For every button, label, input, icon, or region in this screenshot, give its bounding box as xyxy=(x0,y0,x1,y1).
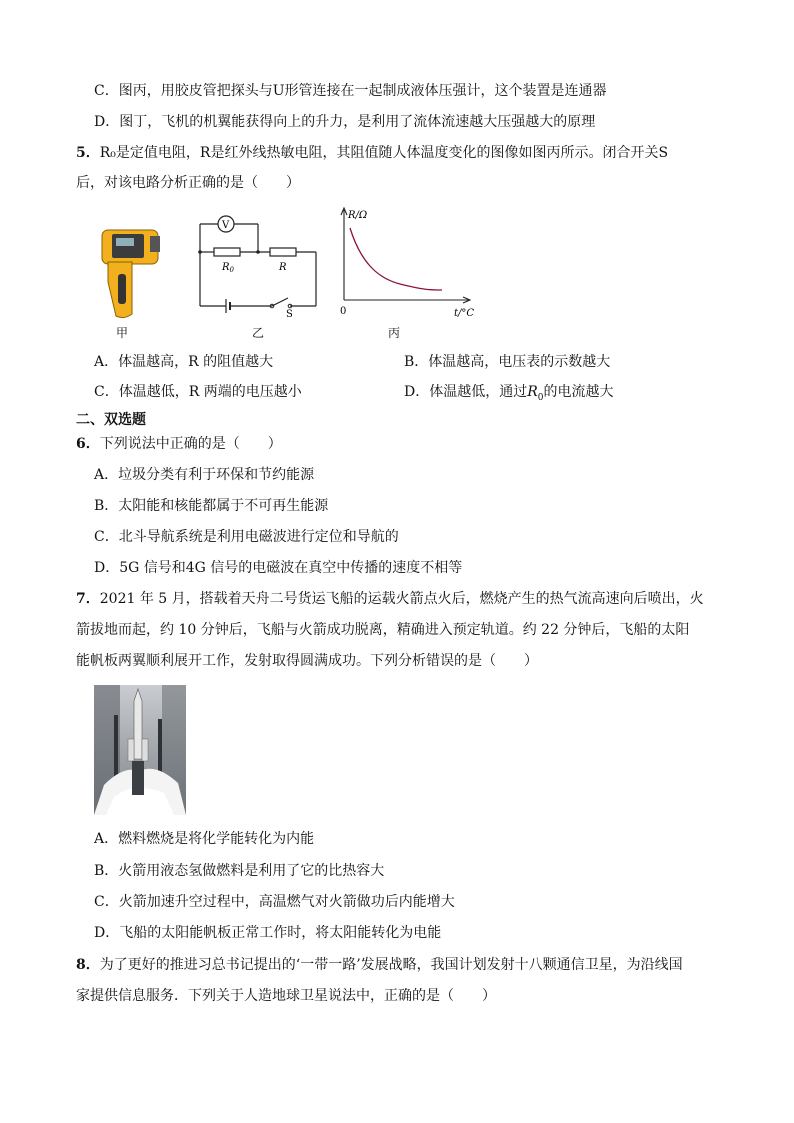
q6-option-c: C．北斗导航系统是利用电磁波进行定位和导航的 xyxy=(94,529,399,545)
figure-label-jia: 甲 xyxy=(116,326,129,340)
section-heading-double-choice: 二、双选题 xyxy=(76,412,146,428)
q6-option-d: D．5G 信号和4G 信号的电磁波在真空中传播的速度不相等 xyxy=(94,560,463,576)
q6-stem: 6．下列说法中正确的是（ ） xyxy=(76,436,282,452)
q8-stem-line2: 家提供信息服务．下列关于人造地球卫星说法中，正确的是（ ） xyxy=(76,988,496,1004)
q4-option-d: D．图丁，飞机的机翼能获得向上的升力，是利用了流体流速越大压强越大的原理 xyxy=(94,114,596,130)
figure-label-yi: 乙 xyxy=(252,326,265,340)
figure-label-bing: 丙 xyxy=(388,326,401,340)
q5-option-d: D．体温越低，通过$R_0$的电流越大 xyxy=(404,384,614,403)
q5-number: 5． xyxy=(76,145,100,161)
q6-option-b: B．太阳能和核能都属于不可再生能源 xyxy=(94,498,329,514)
q7-option-c: C．火箭加速升空过程中，高温燃气对火箭做功后内能增大 xyxy=(94,894,455,910)
q8-stem-line1: 8．为了更好的推进习总书记提出的‘一带一路’发展战略，我国计划发射十八颗通信卫星，为沿线国 xyxy=(76,957,683,973)
rocket-launch-photo xyxy=(94,685,186,815)
resistor-r-label: R xyxy=(279,262,287,273)
q4-option-c: C．图丙，用胶皮管把探头与U形管连接在一起制成液体压强计，这个装置是连通器 xyxy=(94,83,607,99)
y-axis-label: R/Ω xyxy=(348,210,368,221)
q7-option-a: A．燃料燃烧是将化学能转化为内能 xyxy=(94,831,315,847)
x-axis-label: t/°C xyxy=(454,308,475,319)
q5-text-line1: R₀是定值电阻，R是红外线热敏电阻，其阻值随人体温度变化的图像如图丙所示。闭合开关S xyxy=(99,145,669,161)
q7-stem-line1: 7．2021 年 5 月，搭载着天舟二号货运飞船的运载火箭点火后，燃烧产生的热气流高速向后喷出，火 xyxy=(76,591,704,607)
resistance-curve xyxy=(350,228,442,290)
origin-label: 0 xyxy=(340,306,347,317)
resistance-temperature-graph xyxy=(330,204,480,322)
switch-label: S xyxy=(286,309,293,320)
q5-stem-line1 xyxy=(76,143,668,163)
q5-option-a: A．体温越高，R 的阻值越大 xyxy=(94,354,274,370)
q7-stem-line2: 箭拔地而起，约 10 分钟后，飞船与火箭成功脱离，精确进入预定轨道。约 22 分钟后，飞船的太阳 xyxy=(76,622,690,638)
circuit-diagram xyxy=(192,210,322,320)
q5-stem-line2: 后，对该电路分析正确的是（ ） xyxy=(76,175,300,191)
q5-option-b: B．体温越高，电压表的示数越大 xyxy=(404,354,611,370)
q5-option-c: C．体温越低，R 两端的电压越小 xyxy=(94,384,302,400)
q7-option-d: D．飞船的太阳能帆板正常工作时，将太阳能转化为电能 xyxy=(94,925,442,941)
q6-option-a: A．垃圾分类有利于环保和节约能源 xyxy=(94,467,315,483)
resistor-r0-label: $R_0$ xyxy=(222,262,234,274)
q7-option-b: B．火箭用液态氢做燃料是利用了它的比热容大 xyxy=(94,863,385,879)
voltmeter-symbol: V xyxy=(222,220,230,231)
q7-stem-line3: 能帆板两翼顺利展开工作，发射取得圆满成功。下列分析错误的是（ ） xyxy=(76,653,538,669)
infrared-thermometer-figure xyxy=(94,222,164,322)
